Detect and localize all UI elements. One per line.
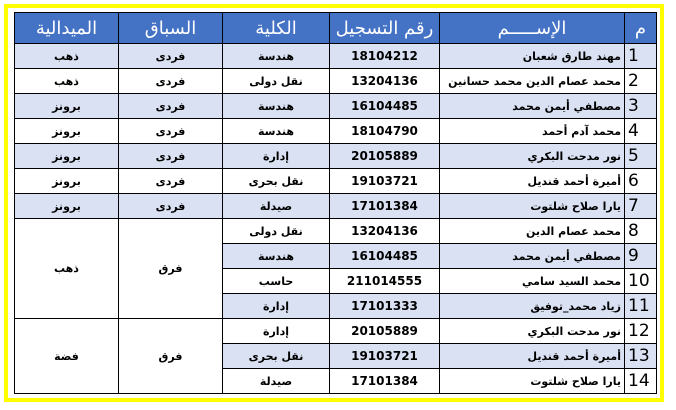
row-faculty: إدارة [223,144,330,169]
row-faculty: نقل بحرى [223,169,330,194]
header-name: الإســـــم [440,13,625,44]
row-faculty: هندسة [223,244,330,269]
row-faculty: حاسب [223,269,330,294]
row-race: فردى [119,44,223,69]
row-reg: 19103721 [330,344,440,369]
group-medal: ذهب [15,219,119,319]
row-name: محمد عصام الدين [440,219,625,244]
row-medal: ذهب [15,69,119,94]
table-row [15,319,657,344]
group-race: فرق [119,319,223,394]
header-row [15,13,657,44]
row-race: فردى [119,169,223,194]
row-num: 9 [625,244,657,269]
row-reg: 17101384 [330,194,440,219]
row-name: مصطفي أيمن محمد [440,244,625,269]
group-race: فرق [119,219,223,319]
row-reg: 20105889 [330,319,440,344]
row-name: محمد آدم أحمد [440,119,625,144]
row-faculty: صيدلة [223,194,330,219]
row-faculty: نقل بحرى [223,344,330,369]
row-race: فردى [119,69,223,94]
row-num: 6 [625,169,657,194]
row-medal: برونز [15,194,119,219]
row-reg: 18104212 [330,44,440,69]
header-num: م [625,13,657,44]
row-race: فردى [119,119,223,144]
row-name: نور مدحت البكري [440,319,625,344]
row-race: فردى [119,94,223,119]
row-name: يارا صلاح شلتوت [440,369,625,394]
row-race: فردى [119,144,223,169]
row-faculty: نقل دولى [223,69,330,94]
row-name: محمد السيد سامي [440,269,625,294]
table-row [15,144,657,169]
row-faculty: هندسة [223,94,330,119]
row-num: 10 [625,269,657,294]
row-name: زياد محمد_توفيق [440,294,625,319]
row-faculty: هندسة [223,44,330,69]
row-num: 4 [625,119,657,144]
row-name: محمد عصام الدين محمد حسانين [440,69,625,94]
row-reg: 211014555 [330,269,440,294]
row-reg: 20105889 [330,144,440,169]
row-num: 7 [625,194,657,219]
row-name: يارا صلاح شلتوت [440,194,625,219]
table-row [15,69,657,94]
row-faculty: إدارة [223,319,330,344]
table-row [15,94,657,119]
row-num: 13 [625,344,657,369]
group-medal: فضة [15,319,119,394]
row-name: أميرة أحمد قنديل [440,344,625,369]
table-row [15,119,657,144]
table-row [15,219,657,244]
row-num: 11 [625,294,657,319]
header-faculty: الكلية [223,13,330,44]
row-num: 1 [625,44,657,69]
row-medal: برونز [15,144,119,169]
row-medal: برونز [15,119,119,144]
row-reg: 16104485 [330,94,440,119]
row-reg: 13204136 [330,219,440,244]
row-num: 5 [625,144,657,169]
row-faculty: صيدلة [223,369,330,394]
row-faculty: نقل دولى [223,219,330,244]
row-name: نور مدحت البكري [440,144,625,169]
row-reg: 19103721 [330,169,440,194]
row-name: أميرة أحمد قنديل [440,169,625,194]
results-table [14,12,657,394]
row-reg: 13204136 [330,69,440,94]
row-faculty: إدارة [223,294,330,319]
row-faculty: هندسة [223,119,330,144]
row-reg: 18104790 [330,119,440,144]
row-num: 12 [625,319,657,344]
row-medal: برونز [15,94,119,119]
row-reg: 17101333 [330,294,440,319]
row-num: 14 [625,369,657,394]
row-race: فردى [119,194,223,219]
row-medal: برونز [15,169,119,194]
table-row [15,194,657,219]
row-reg: 17101384 [330,369,440,394]
header-reg: رقم التسجيل [330,13,440,44]
row-medal: ذهب [15,44,119,69]
row-num: 8 [625,219,657,244]
table-row [15,169,657,194]
header-race: السباق [119,13,223,44]
row-name: مهند طارق شعبان [440,44,625,69]
header-medal: الميدالية [15,13,119,44]
row-reg: 16104485 [330,244,440,269]
row-num: 2 [625,69,657,94]
row-name: مصطفي أيمن محمد [440,94,625,119]
table-row [15,44,657,69]
row-num: 3 [625,94,657,119]
